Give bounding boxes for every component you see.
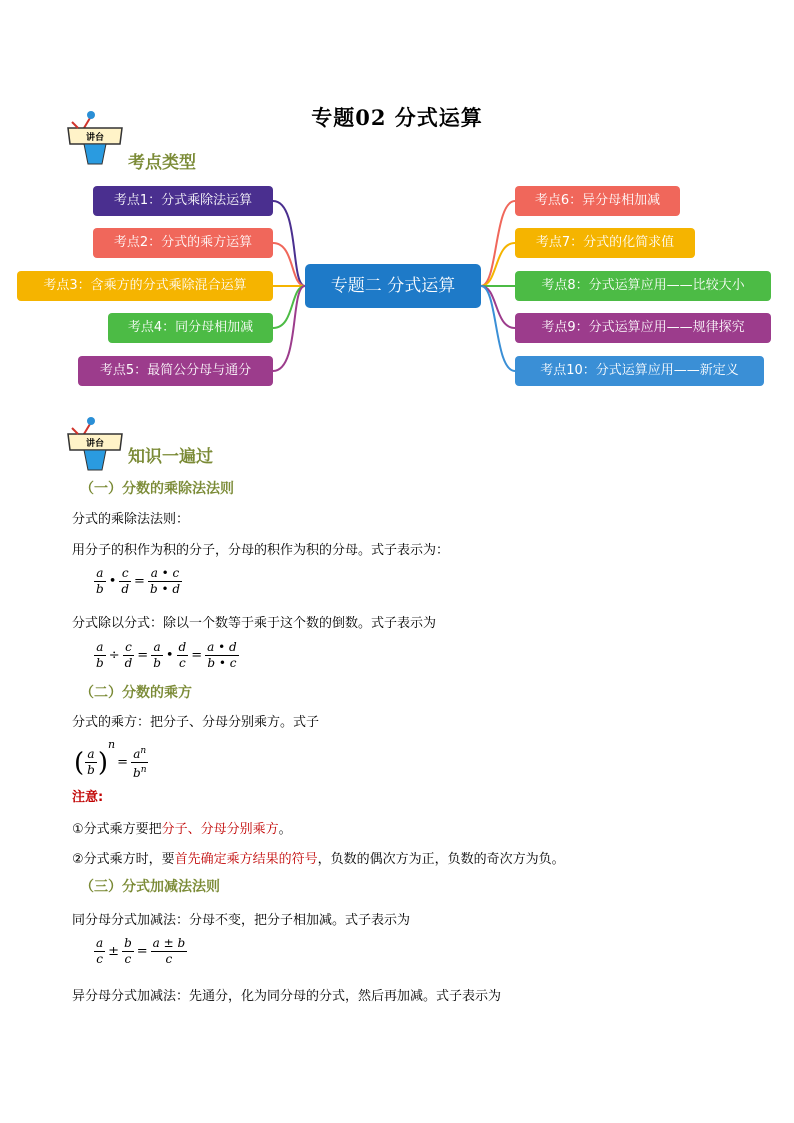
subheading-1: （一）分数的乘除法法则 bbox=[80, 481, 234, 497]
paragraph-2: 用分子的积作为积的分子，分母的积作为积的分母。式子表示为： bbox=[72, 543, 450, 558]
topic-node-10: 考点10：分式运算应用——新定义 bbox=[515, 356, 764, 386]
topic-node-6: 考点6：异分母相加减 bbox=[515, 186, 680, 216]
paragraph-6: 异分母分式加减法：先通分，化为同分母的分式，然后再加减。式子表示为 bbox=[72, 989, 502, 1004]
paragraph-4: 分式的乘方：把分子、分母分别乘方。式子 bbox=[72, 715, 320, 730]
note-2-text: ②分式乘方时，要 bbox=[72, 852, 175, 867]
topic-node-7: 考点7：分式的化简求值 bbox=[515, 228, 695, 258]
paragraph-3: 分式除以分式：除以一个数等于乘于这个数的倒数。式子表示为 bbox=[72, 616, 437, 631]
paragraph-1: 分式的乘除法法则： bbox=[72, 512, 190, 527]
svg-text:讲台: 讲台 bbox=[85, 133, 105, 143]
note-item-1 bbox=[72, 818, 292, 837]
note-2-end: ，负数的偶次方为正，负数的奇次方为负。 bbox=[317, 852, 565, 867]
topic-node-8: 考点8：分式运算应用——比较大小 bbox=[515, 271, 771, 301]
topic-node-3: 考点3：含乘方的分式乘除混合运算 bbox=[17, 271, 273, 301]
mindmap-center-node: 专题二 分式运算 bbox=[305, 264, 481, 308]
subheading-3: （三）分式加减法法则 bbox=[80, 879, 220, 895]
topic-node-4: 考点4：同分母相加减 bbox=[108, 313, 273, 343]
subheading-2: （二）分数的乘方 bbox=[80, 685, 192, 701]
note-1-highlight: 分子、分母分别乘方 bbox=[161, 822, 279, 837]
note-label: 注意: bbox=[72, 790, 104, 805]
topic-node-5: 考点5：最简公分母与通分 bbox=[78, 356, 273, 386]
topic-node-2: 考点2：分式的乘方运算 bbox=[93, 228, 273, 258]
podium-icon bbox=[64, 414, 126, 474]
paragraph-5: 同分母分式加减法：分母不变，把分子相加减。式子表示为 bbox=[72, 913, 411, 928]
note-1-text: ①分式乘方要把 bbox=[72, 822, 162, 837]
note-1-end: 。 bbox=[278, 822, 292, 837]
formula-power: ( $\frac{a}{b}$ )$^n$= $\frac{a^n}{b^n}$ bbox=[74, 738, 147, 780]
formula-add-same-denominator: $\frac{a}{c}$ ± $\frac{b}{c}$ = $\frac{a \pm b}{c}$ bbox=[96, 936, 186, 966]
note-item-2 bbox=[72, 848, 565, 867]
topics-heading: 考点类型 bbox=[128, 153, 196, 173]
note-2-highlight: 首先确定乘方结果的符号 bbox=[174, 852, 318, 867]
svg-text:讲台: 讲台 bbox=[85, 439, 105, 449]
formula-multiply: $\frac{a}{b}$ • $\frac{c}{d}$ = $\frac{a • c}{b • d}$ bbox=[96, 566, 181, 596]
knowledge-heading: 知识一遍过 bbox=[128, 447, 213, 467]
formula-divide: $\frac{a}{b}$ ÷ $\frac{c}{d}$ = $\frac{a}{b}$ • $\frac{d}{c}$ = $\frac{a • d}{b • c}$ bbox=[96, 640, 237, 670]
topic-node-9: 考点9：分式运算应用——规律探究 bbox=[515, 313, 771, 343]
page-title: 专题02 分式运算 bbox=[311, 105, 483, 130]
topic-node-1: 考点1：分式乘除法运算 bbox=[93, 186, 273, 216]
